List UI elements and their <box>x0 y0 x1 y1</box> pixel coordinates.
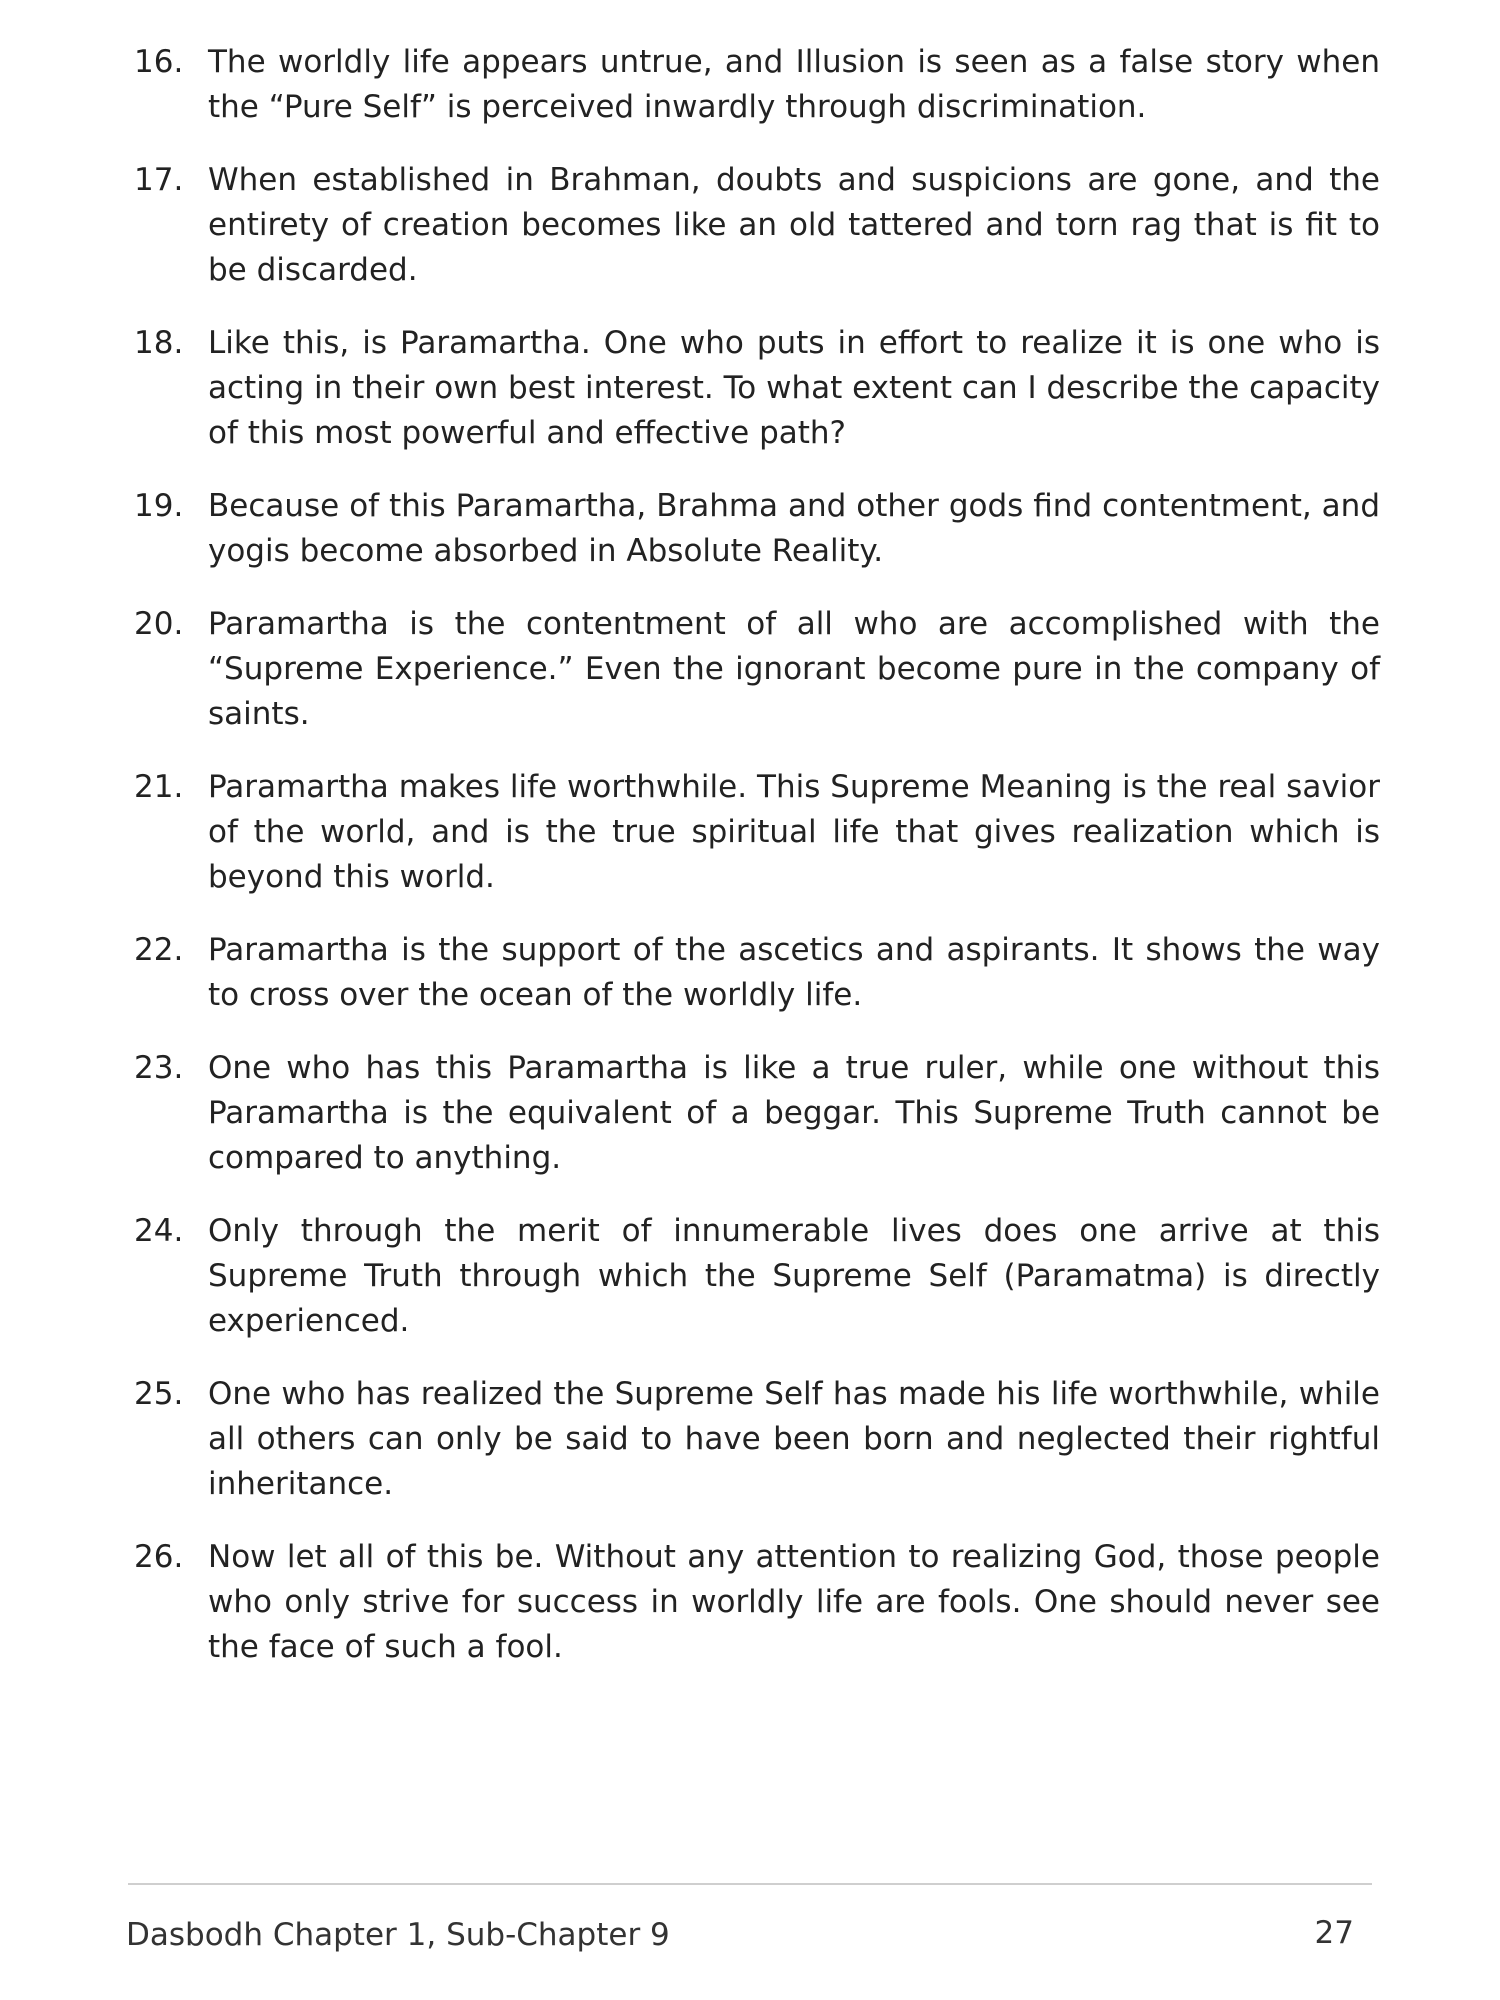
verse-text: Only through the merit of innumerable lives does one arrive at this Supreme Truth through which the Supreme Self (Paramatma) is directly experienced. <box>208 1213 1380 1339</box>
verse-item <box>134 321 1380 456</box>
verse-item <box>134 928 1380 1018</box>
verse-text: The worldly life appears untrue, and Illusion is seen as a false story when the “Pure Self” is perceived inwardly through discrimination. <box>208 44 1380 125</box>
verse-item <box>134 40 1380 130</box>
verse-number: 21. <box>134 769 184 805</box>
verse-item <box>134 1535 1380 1670</box>
verse-text: Because of this Paramartha, Brahma and other gods find contentment, and yogis become absorbed in Absolute Reality. <box>208 488 1380 569</box>
verse-number: 24. <box>134 1213 184 1249</box>
verse-text: One who has realized the Supreme Self has made his life worthwhile, while all others can only be said to have been born and neglected their rightful inheritance. <box>208 1376 1380 1502</box>
verse-item <box>134 158 1380 293</box>
verse-number: 26. <box>134 1539 184 1575</box>
verse-number: 19. <box>134 488 184 524</box>
verse-number: 22. <box>134 932 184 968</box>
verse-text: Now let all of this be. Without any attention to realizing God, those people who only strive for success in worldly life are fools. One should never see the face of such a fool. <box>208 1539 1380 1665</box>
footer-divider <box>128 1883 1372 1885</box>
verse-text: Paramartha makes life worthwhile. This Supreme Meaning is the real savior of the world, and is the true spiritual life that gives realization which is beyond this world. <box>208 769 1380 895</box>
verse-item <box>134 484 1380 574</box>
verse-text: When established in Brahman, doubts and suspicions are gone, and the entirety of creation becomes like an old tattered and torn rag that is fit to be discarded. <box>208 162 1380 288</box>
verse-item <box>134 1209 1380 1344</box>
verse-text: One who has this Paramartha is like a true ruler, while one without this Paramartha is the equivalent of a beggar. This Supreme Truth cannot be compared to anything. <box>208 1050 1380 1176</box>
page-number: 27 <box>1314 1915 1354 1951</box>
verse-number: 18. <box>134 325 184 361</box>
verse-item <box>134 765 1380 900</box>
verse-item <box>134 1046 1380 1181</box>
verse-item <box>134 1372 1380 1507</box>
verse-number: 23. <box>134 1050 184 1086</box>
verse-number: 25. <box>134 1376 184 1412</box>
verse-list <box>134 40 1380 1698</box>
verse-text: Paramartha is the contentment of all who are accomplished with the “Supreme Experience.” Even the ignorant become pure in the company of saints. <box>208 606 1380 732</box>
verse-number: 20. <box>134 606 184 642</box>
verse-number: 17. <box>134 162 184 198</box>
verse-item <box>134 602 1380 737</box>
verse-text: Paramartha is the support of the ascetics and aspirants. It shows the way to cross over the ocean of the worldly life. <box>208 932 1380 1013</box>
verse-text: Like this, is Paramartha. One who puts in effort to realize it is one who is acting in their own best interest. To what extent can I describe the capacity of this most powerful and effective path? <box>208 325 1380 451</box>
verse-number: 16. <box>134 44 184 80</box>
running-footer-title: Dasbodh Chapter 1, Sub-Chapter 9 <box>126 1917 670 1953</box>
